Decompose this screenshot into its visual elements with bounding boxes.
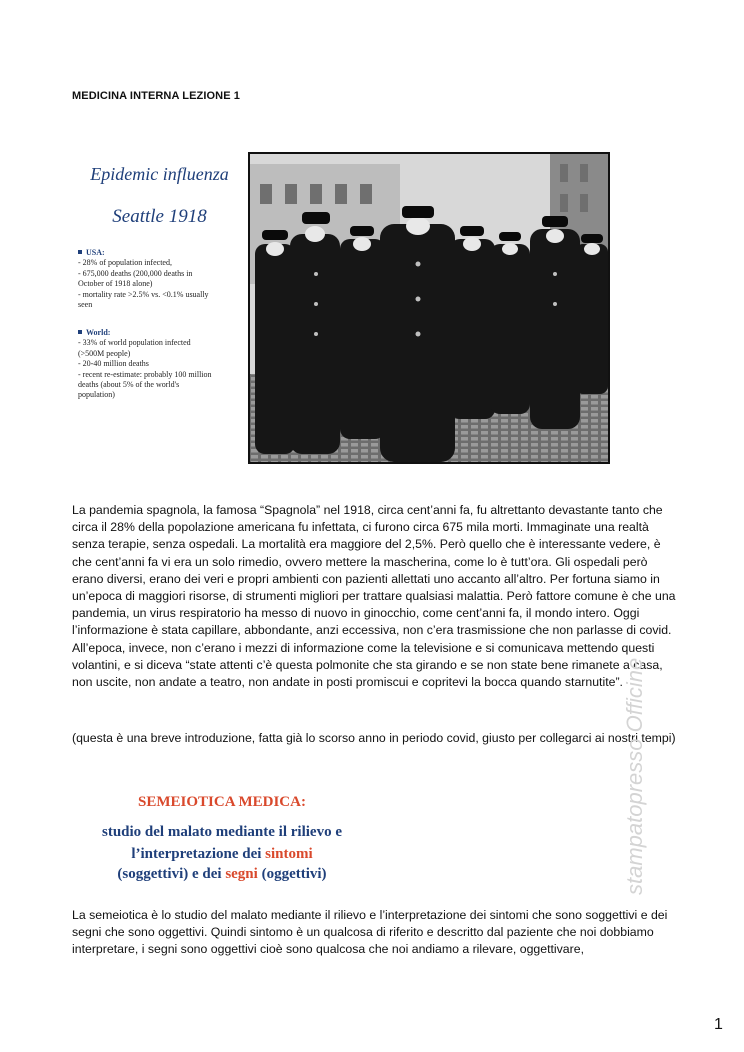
usa-line: seen: [78, 300, 93, 310]
semeiotica-slide: [72, 786, 372, 886]
usa-line: October of 1918 alone): [78, 279, 153, 289]
usa-line: - mortality rate >2.5% vs. <0.1% usually: [78, 289, 209, 299]
paragraph-introduction-note: (questa è una breve introduzione, fatta già lo scorso anno in periodo covid, giusto per collegarci ai nostri tempi): [72, 731, 676, 745]
semeiotica-line2: [72, 846, 372, 863]
line2-text: l’interpretazione dei: [131, 846, 266, 862]
line3-text: (soggettivi) e dei: [117, 866, 226, 882]
world-line: (>500M people): [78, 348, 131, 358]
segni-word: segni: [225, 866, 258, 882]
watermark: [620, 540, 654, 900]
slide-title-line2: Seattle 1918: [112, 206, 207, 227]
epidemic-influenza-slide: [72, 148, 247, 423]
world-heading: World:: [86, 328, 111, 337]
semeiotica-line1: studio del malato mediante il rilievo e: [102, 824, 342, 840]
paragraph-semeiotica: La semeiotica è lo studio del malato mediante il rilievo e l’interpretazione dei sintomi che sono soggettivi e dei segni che sono oggettivi. Quindi sintomo è un qualcosa di riferito e descritto dal paziente che noi dobbiamo interpretare, i segni sono oggettivi cioè sono qualcosa che noi andiamo a rilevare, oggettivare,: [72, 908, 668, 957]
world-line: - recent re-estimate: probably 100 million: [78, 369, 212, 379]
usa-line: - 28% of population infected,: [78, 258, 172, 268]
page-number: 1: [714, 1016, 723, 1033]
semeiotica-title: SEMEIOTICA MEDICA:: [138, 794, 306, 810]
historical-photo-police-masks: [248, 152, 610, 464]
slide-title-line1: Epidemic influenza: [90, 164, 229, 184]
world-line: - 33% of world population infected: [78, 338, 191, 348]
world-line: deaths (about 5% of the world's: [78, 380, 180, 390]
sintomi-word: sintomi: [265, 846, 313, 862]
usa-line: - 675,000 deaths (200,000 deaths in: [78, 268, 193, 278]
usa-block: [78, 248, 246, 310]
world-line: population): [78, 390, 115, 400]
usa-heading: USA:: [86, 248, 105, 257]
document-header: MEDICINA INTERNA LEZIONE 1: [72, 90, 241, 102]
world-line: - 20-40 million deaths: [78, 359, 149, 369]
watermark-text: stampatopresso Officine: [622, 657, 647, 895]
line3-end: (oggettivi): [257, 866, 327, 882]
bullet-icon: [78, 250, 82, 254]
semeiotica-line3: [72, 866, 372, 883]
paragraph-spanish-flu: La pandemia spagnola, la famosa “Spagnola” nel 1918, circa cent’anni fa, fu altrettanto devastante tanto che circa il 28% della popolazione americana fu infettata, ci furono circa 675 mila morti. Immaginate una realtà senza terapie, senza ospedali. La mortalità era maggiore del 2,5%. Però quello che è interessante vedere, è che cent’anni fa vi era un solo rimedio, ovvero mettere la mascherina, come lo è tutt’ora. Gli ospedali però erano diversi, erano dei veri e propri ambienti con pazienti allettati uno accanto all’altro. Per fortuna siamo in un’epoca di maggiori risorse, di strumenti migliori per trattare qualsiasi malattia. Però fattore comune è che una pandemia, un virus respiratorio ha messo di nuovo in ginocchio, come cent’anni fa, il mondo intero. Oggi l’informazione è stata capillare, abbondante, anzi eccessiva, non c’era trasmissione che non parlasse di covid. All’epoca, invece, non c’erano i mezzi di informazione come la televisione e si comunicava mettendo questi volantini, e si diceva “state attenti c’è questa polmonite che sta girando e se non state bene rimanete a casa, non uscite, non andate a teatro, non andate in posti promiscui e copritevi la bocca quando starnutite”.: [72, 503, 676, 690]
bullet-icon: [78, 330, 82, 334]
world-block: [78, 328, 246, 401]
